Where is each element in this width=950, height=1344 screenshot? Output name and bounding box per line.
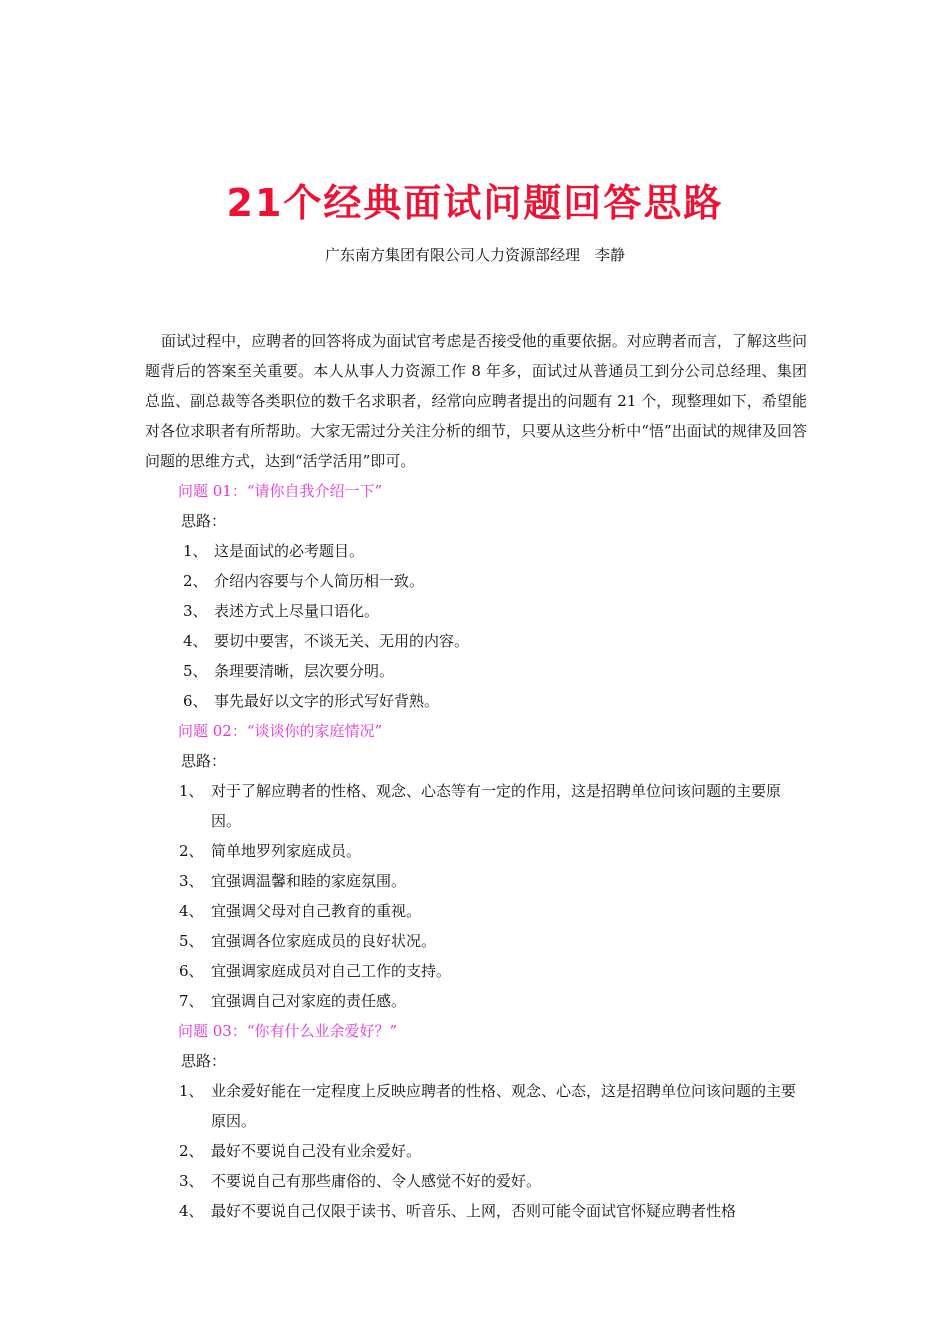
item-text: 简单地罗列家庭成员。 — [211, 842, 362, 860]
question-heading: 问题 02：“谈谈你的家庭情况” — [178, 722, 383, 740]
list-item — [145, 836, 807, 866]
item-text: 表述方式上尽量口语化。 — [214, 602, 380, 620]
list-item — [145, 986, 807, 1016]
item-text: 要切中要害，不谈无关、无用的内容。 — [214, 632, 470, 650]
item-number: 3、 — [179, 872, 204, 890]
item-text: 这是面试的必考题目。 — [214, 542, 365, 560]
answer-list — [145, 1076, 807, 1226]
item-number: 2、 — [179, 1142, 204, 1160]
item-text: 最好不要说自己仅限于读书、听音乐、上网，否则可能令面试官怀疑应聘者性格 — [211, 1202, 737, 1220]
item-text: 业余爱好能在一定程度上反映应聘者的性格、观念、心态，这是招聘单位问该问题的主要原因。 — [211, 1082, 797, 1130]
document-author: 广东南方集团有限公司人力资源部经理 李静 — [324, 246, 625, 264]
item-number: 4、 — [183, 632, 208, 650]
list-item — [145, 866, 807, 896]
list-item — [145, 596, 807, 626]
list-item — [145, 1166, 807, 1196]
list-item — [145, 1076, 807, 1136]
item-text: 事先最好以文字的形式写好背熟。 — [214, 692, 440, 710]
item-text: 介绍内容要与个人简历相一致。 — [214, 572, 425, 590]
list-item — [145, 956, 807, 986]
item-number: 2、 — [179, 842, 204, 860]
question-section-01 — [145, 476, 807, 716]
question-heading: 问题 03：“你有什么业余爱好？” — [178, 1022, 398, 1040]
list-item — [145, 776, 807, 836]
answer-list — [145, 776, 807, 1016]
item-number: 1、 — [183, 542, 208, 560]
item-number: 3、 — [183, 602, 208, 620]
item-text: 对于了解应聘者的性格、观念、心态等有一定的作用，这是招聘单位问该问题的主要原因。 — [211, 782, 782, 830]
thought-label: 思路： — [181, 752, 227, 770]
list-item — [145, 656, 807, 686]
item-number: 4、 — [179, 902, 204, 920]
list-item — [145, 686, 807, 716]
question-heading: 问题 01：“请你自我介绍一下” — [178, 482, 383, 500]
list-item — [145, 626, 807, 656]
document-title: 21个经典面试问题回答思路 — [226, 181, 724, 225]
item-number: 4、 — [179, 1202, 204, 1220]
item-number: 2、 — [183, 572, 208, 590]
item-number: 5、 — [179, 932, 204, 950]
thought-label: 思路： — [181, 1052, 227, 1070]
item-text: 最好不要说自己没有业余爱好。 — [211, 1142, 422, 1160]
item-text: 不要说自己有那些庸俗的、令人感觉不好的爱好。 — [211, 1172, 542, 1190]
document-body — [145, 326, 807, 1226]
list-item — [145, 566, 807, 596]
item-number: 6、 — [179, 962, 204, 980]
list-item — [145, 1136, 807, 1166]
item-text: 宜强调各位家庭成员的良好状况。 — [211, 932, 437, 950]
answer-list — [145, 536, 807, 716]
item-number: 7、 — [179, 992, 204, 1010]
list-item — [145, 896, 807, 926]
item-text: 宜强调自己对家庭的责任感。 — [211, 992, 407, 1010]
thought-label: 思路： — [181, 512, 227, 530]
list-item — [145, 536, 807, 566]
list-item — [145, 926, 807, 956]
item-text: 宜强调父母对自己教育的重视。 — [211, 902, 422, 920]
item-text: 宜强调家庭成员对自己工作的支持。 — [211, 962, 452, 980]
item-number: 1、 — [179, 1082, 204, 1100]
question-section-03 — [145, 1016, 807, 1226]
item-number: 1、 — [179, 782, 204, 800]
list-item — [145, 1196, 807, 1226]
item-number: 3、 — [179, 1172, 204, 1190]
item-text: 宜强调温馨和睦的家庭氛围。 — [211, 872, 407, 890]
intro-paragraph: 面试过程中，应聘者的回答将成为面试官考虑是否接受他的重要依据。对应聘者而言，了解这些问题背后的答案至关重要。本人从事人力资源工作 8 年多，面试过从普通员工到分公司总经理、集团总监、副总裁等各类职位的数千名求职者，经常向应聘者提出的问题有 21 个，现整理如下，希望能对各位求职者有所帮助。大家无需过分关注分析的细节，只要从这些分析中“悟”出面试的规律及回答问题的思维方式，达到“活学活用”即可。 — [145, 332, 807, 470]
question-section-02 — [145, 716, 807, 1016]
item-number: 5、 — [183, 662, 208, 680]
item-number: 6、 — [183, 692, 208, 710]
item-text: 条理要清晰，层次要分明。 — [214, 662, 395, 680]
